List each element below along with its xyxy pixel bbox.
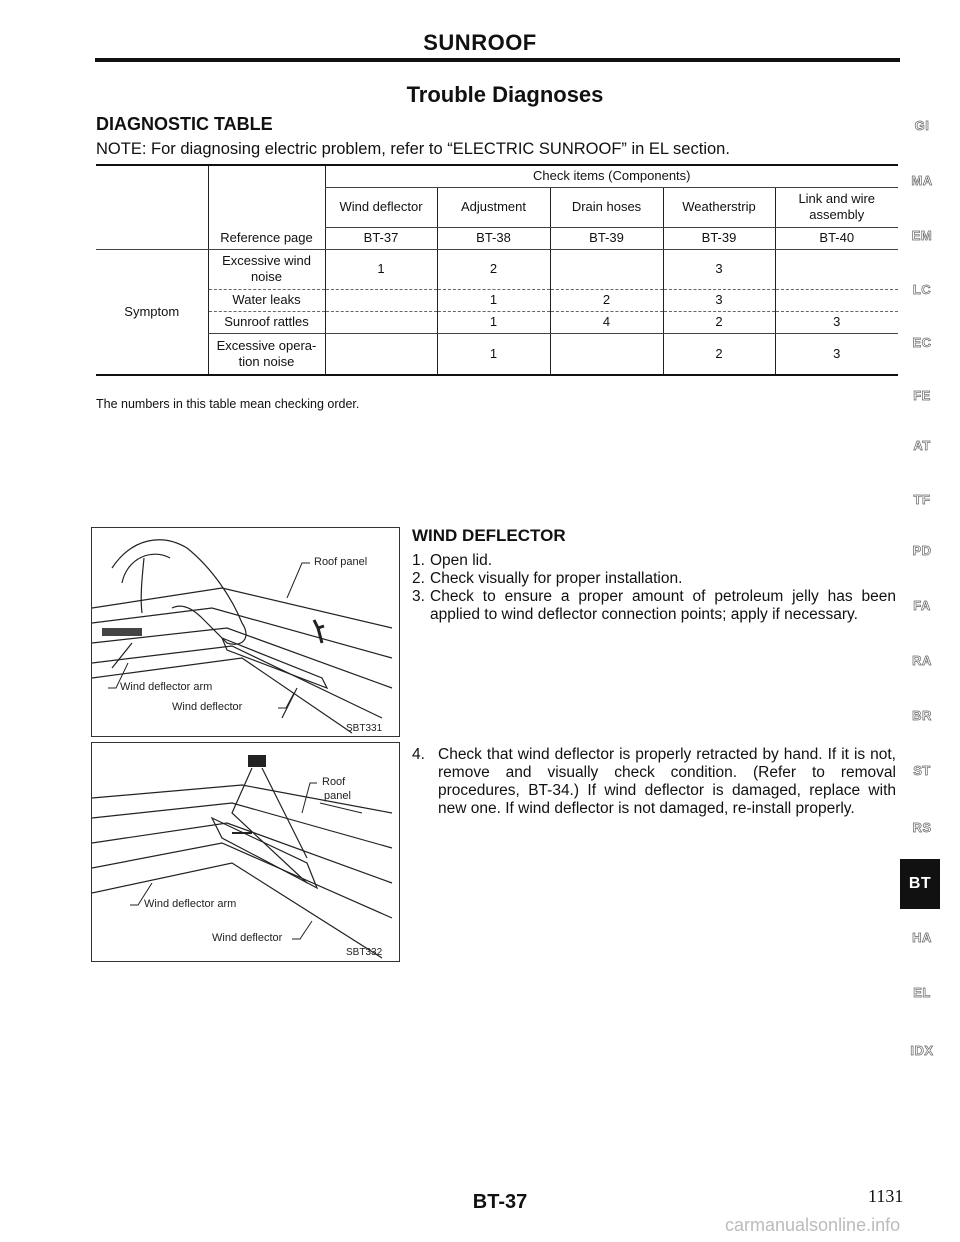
step-number: 4.	[412, 746, 425, 763]
figure-label-panel: panel	[324, 790, 351, 802]
symptom-label: Symptom	[124, 303, 180, 319]
steps-list-1	[412, 552, 896, 624]
order-cell	[325, 289, 437, 311]
step-item	[412, 588, 896, 624]
order-cell	[550, 249, 663, 289]
tab-bt[interactable]: BT	[900, 859, 940, 909]
tab-ra[interactable]: RA	[912, 653, 932, 668]
tab-at[interactable]: AT	[913, 438, 931, 453]
figure-label-wind-deflector: Wind deflector	[172, 701, 243, 713]
tab-fa[interactable]: FA	[913, 598, 931, 613]
diagnostic-note: NOTE: For diagnosing electric problem, refer to “ELECTRIC SUNROOF” in EL section.	[96, 140, 730, 158]
step-text: Check visually for proper installation.	[430, 570, 683, 587]
figure-code: SBT332	[346, 947, 383, 958]
tab-rs[interactable]: RS	[912, 820, 932, 835]
wind-deflector-illustration	[92, 528, 399, 736]
table-corner-cell	[208, 165, 325, 227]
order-cell: 1	[437, 311, 550, 333]
order-cell: 1	[437, 333, 550, 375]
step-text: Check to ensure a proper amount of petroleum jelly has been applied to wind deflector connection points; apply if necessary.	[430, 588, 896, 623]
tab-ma[interactable]: MA	[911, 173, 933, 188]
reference-page: BT-37	[325, 227, 437, 249]
figure-sbt331	[91, 527, 400, 737]
tab-em[interactable]: EM	[911, 228, 933, 243]
wind-deflector-heading: WIND DEFLECTOR	[412, 526, 566, 545]
order-cell	[775, 249, 898, 289]
watermark: carmanualsonline.info	[725, 1215, 901, 1235]
order-cell: 2	[663, 311, 775, 333]
tab-pd[interactable]: PD	[912, 543, 932, 558]
diagnostic-table	[96, 164, 898, 376]
table-footnote: The numbers in this table mean checking order.	[96, 397, 360, 411]
step-item	[412, 746, 896, 818]
tab-el[interactable]: EL	[913, 985, 931, 1000]
order-cell	[325, 311, 437, 333]
reference-label: Reference page	[208, 227, 325, 249]
wind-deflector-retracted-illustration	[92, 743, 399, 961]
reference-page: BT-38	[437, 227, 550, 249]
order-cell: 2	[550, 289, 663, 311]
step-text: Check that wind deflector is properly retracted by hand. If it is not, remove and visually check condition. (Refer to removal procedures, BT-34.) If wind deflector is damaged, replace with new one. If wind deflector is not damaged, re-install properly.	[438, 746, 896, 817]
step-number: 2.	[412, 570, 425, 587]
tab-gi[interactable]: GI	[914, 118, 930, 133]
order-cell	[550, 333, 663, 375]
order-cell: 3	[775, 311, 898, 333]
figure-label-wind-deflector-arm: Wind deflector arm	[144, 898, 237, 910]
symptom-cell: Water leaks	[208, 289, 325, 311]
figure-label-wind-deflector: Wind deflector	[212, 932, 283, 944]
order-cell: 1	[325, 249, 437, 289]
figure-label-wind-deflector-arm: Wind deflector arm	[120, 681, 213, 693]
figure-sbt332	[91, 742, 400, 962]
order-cell: 1	[437, 289, 550, 311]
tab-st[interactable]: ST	[913, 763, 931, 778]
step-number: 1.	[412, 552, 425, 569]
order-cell: 3	[663, 249, 775, 289]
figure-label-roof-panel: Roof panel	[314, 556, 368, 568]
order-cell	[775, 289, 898, 311]
page-code: BT-37	[472, 1191, 528, 1213]
page-number: 1131	[868, 1186, 904, 1206]
order-cell: 2	[663, 333, 775, 375]
page-header-title: SUNROOF	[423, 30, 537, 55]
column-header: Drain hoses	[550, 187, 663, 227]
figure-code: SBT331	[346, 723, 383, 734]
tab-br[interactable]: BR	[912, 708, 932, 723]
tab-tf[interactable]: TF	[913, 492, 931, 507]
header-rule	[95, 58, 900, 62]
symptom-cell: Sunroof rattles	[208, 311, 325, 333]
steps-list-2	[412, 746, 896, 818]
step-item	[412, 570, 896, 588]
column-header: Adjustment	[437, 187, 550, 227]
step-text: Open lid.	[430, 552, 493, 569]
order-cell: 2	[437, 249, 550, 289]
reference-page: BT-40	[775, 227, 898, 249]
column-header: Wind deflector	[325, 187, 437, 227]
diagnostic-table-title: DIAGNOSTIC TABLE	[96, 114, 273, 134]
step-item	[412, 552, 896, 570]
step-number: 3.	[412, 588, 425, 605]
tab-idx[interactable]: IDX	[910, 1043, 934, 1058]
tab-fe[interactable]: FE	[913, 388, 931, 403]
order-cell: 4	[550, 311, 663, 333]
column-header: Link and wire assembly	[775, 187, 898, 227]
tab-ha[interactable]: HA	[912, 930, 932, 945]
reference-page: BT-39	[663, 227, 775, 249]
order-cell: 3	[663, 289, 775, 311]
figure-label-roof: Roof	[322, 776, 346, 788]
symptom-cell: Excessive wind noise	[208, 249, 325, 289]
table-corner-cell	[96, 165, 208, 227]
section-title: Trouble Diagnoses	[406, 82, 604, 107]
symptom-cell: Excessive opera-tion noise	[208, 333, 325, 375]
tab-lc[interactable]: LC	[912, 282, 932, 297]
order-cell: 3	[775, 333, 898, 375]
check-items-header: Check items (Components)	[325, 165, 898, 187]
tab-ec[interactable]: EC	[912, 335, 932, 350]
table-corner-cell	[96, 227, 208, 249]
order-cell	[325, 333, 437, 375]
column-header: Weatherstrip	[663, 187, 775, 227]
reference-page: BT-39	[550, 227, 663, 249]
